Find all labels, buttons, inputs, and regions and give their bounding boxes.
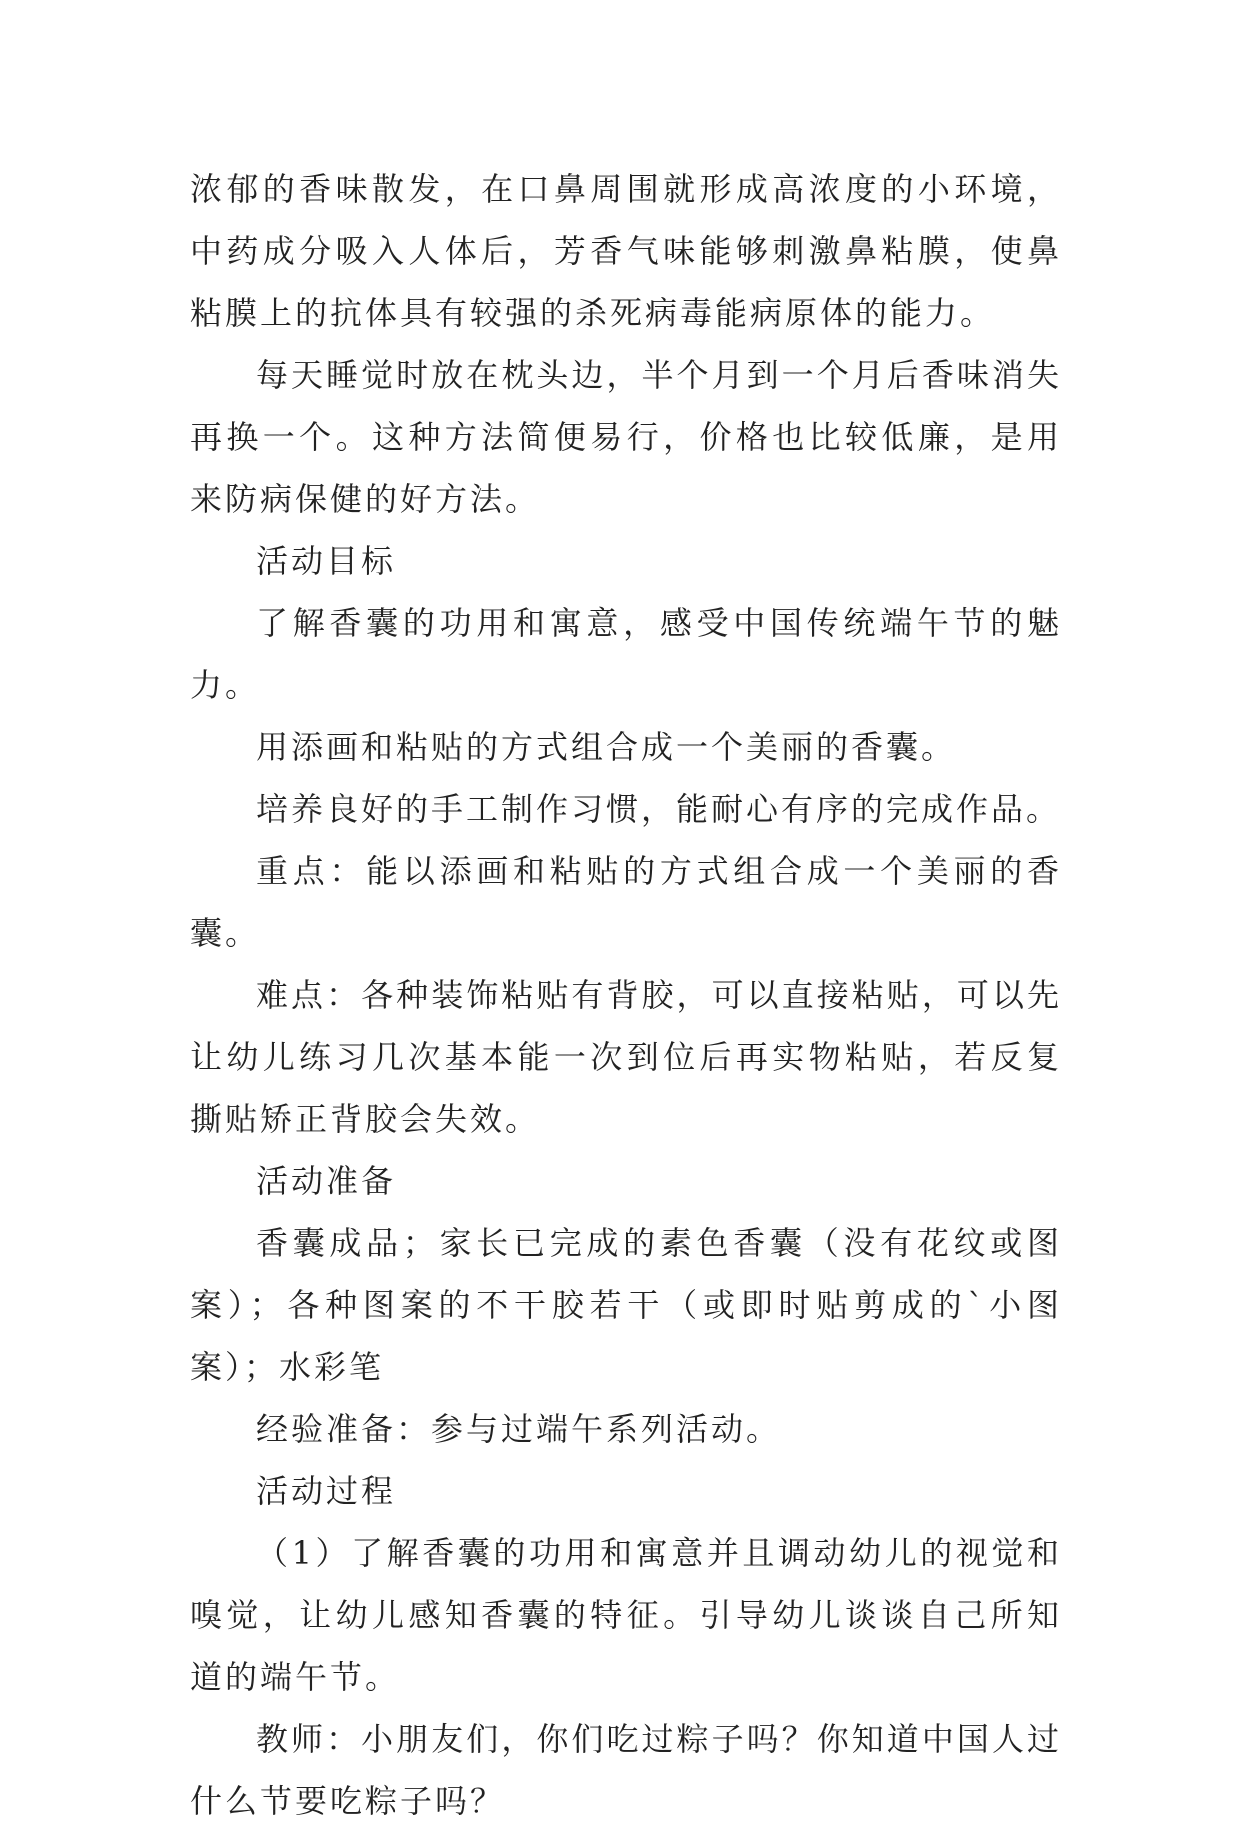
paragraph-key-point: 重点：能以添画和粘贴的方式组合成一个美丽的香囊。 <box>190 852 1062 952</box>
section-heading-activity-goals: 活动目标 <box>256 542 397 580</box>
paragraph: 用添画和粘贴的方式组合成一个美丽的香囊。 <box>256 728 957 766</box>
paragraph: 培养良好的手工制作习惯，能耐心有序的完成作品。 <box>256 790 1062 828</box>
paragraph: 了解香囊的功用和寓意，感受中国传统端午节的魅力。 <box>190 604 1062 704</box>
body-text <box>190 158 1062 1832</box>
paragraph-teacher-dialogue: 教师：小朋友们，你们吃过粽子吗？你知道中国人过什么节要吃粽子吗？ <box>190 1720 1062 1820</box>
paragraph-materials: 香囊成品；家长已完成的素色香囊（没有花纹或图案）；各种图案的不干胶若干（或即时贴剪成的`小图案）；水彩笔 <box>190 1224 1062 1386</box>
paragraph-step-1: （1）了解香囊的功用和寓意并且调动幼儿的视觉和嗅觉，让幼儿感知香囊的特征。引导幼儿谈谈自己所知道的端午节。 <box>190 1534 1062 1696</box>
paragraph: 每天睡觉时放在枕头边，半个月到一个月后香味消失再换一个。这种方法简便易行，价格也比较低廉，是用来防病保健的好方法。 <box>190 356 1062 518</box>
section-heading-preparation: 活动准备 <box>256 1162 397 1200</box>
paragraph-continued: 浓郁的香味散发，在口鼻周围就形成高浓度的小环境，中药成分吸入人体后，芳香气味能够刺激鼻粘膜，使鼻粘膜上的抗体具有较强的杀死病毒能病原体的能力。 <box>190 170 1062 332</box>
section-heading-process: 活动过程 <box>256 1472 397 1510</box>
paragraph-difficulty: 难点：各种装饰粘贴有背胶，可以直接粘贴，可以先让幼儿练习几次基本能一次到位后再实物粘贴，若反复撕贴矫正背胶会失效。 <box>190 976 1062 1138</box>
paragraph-experience: 经验准备：参与过端午系列活动。 <box>256 1410 782 1448</box>
